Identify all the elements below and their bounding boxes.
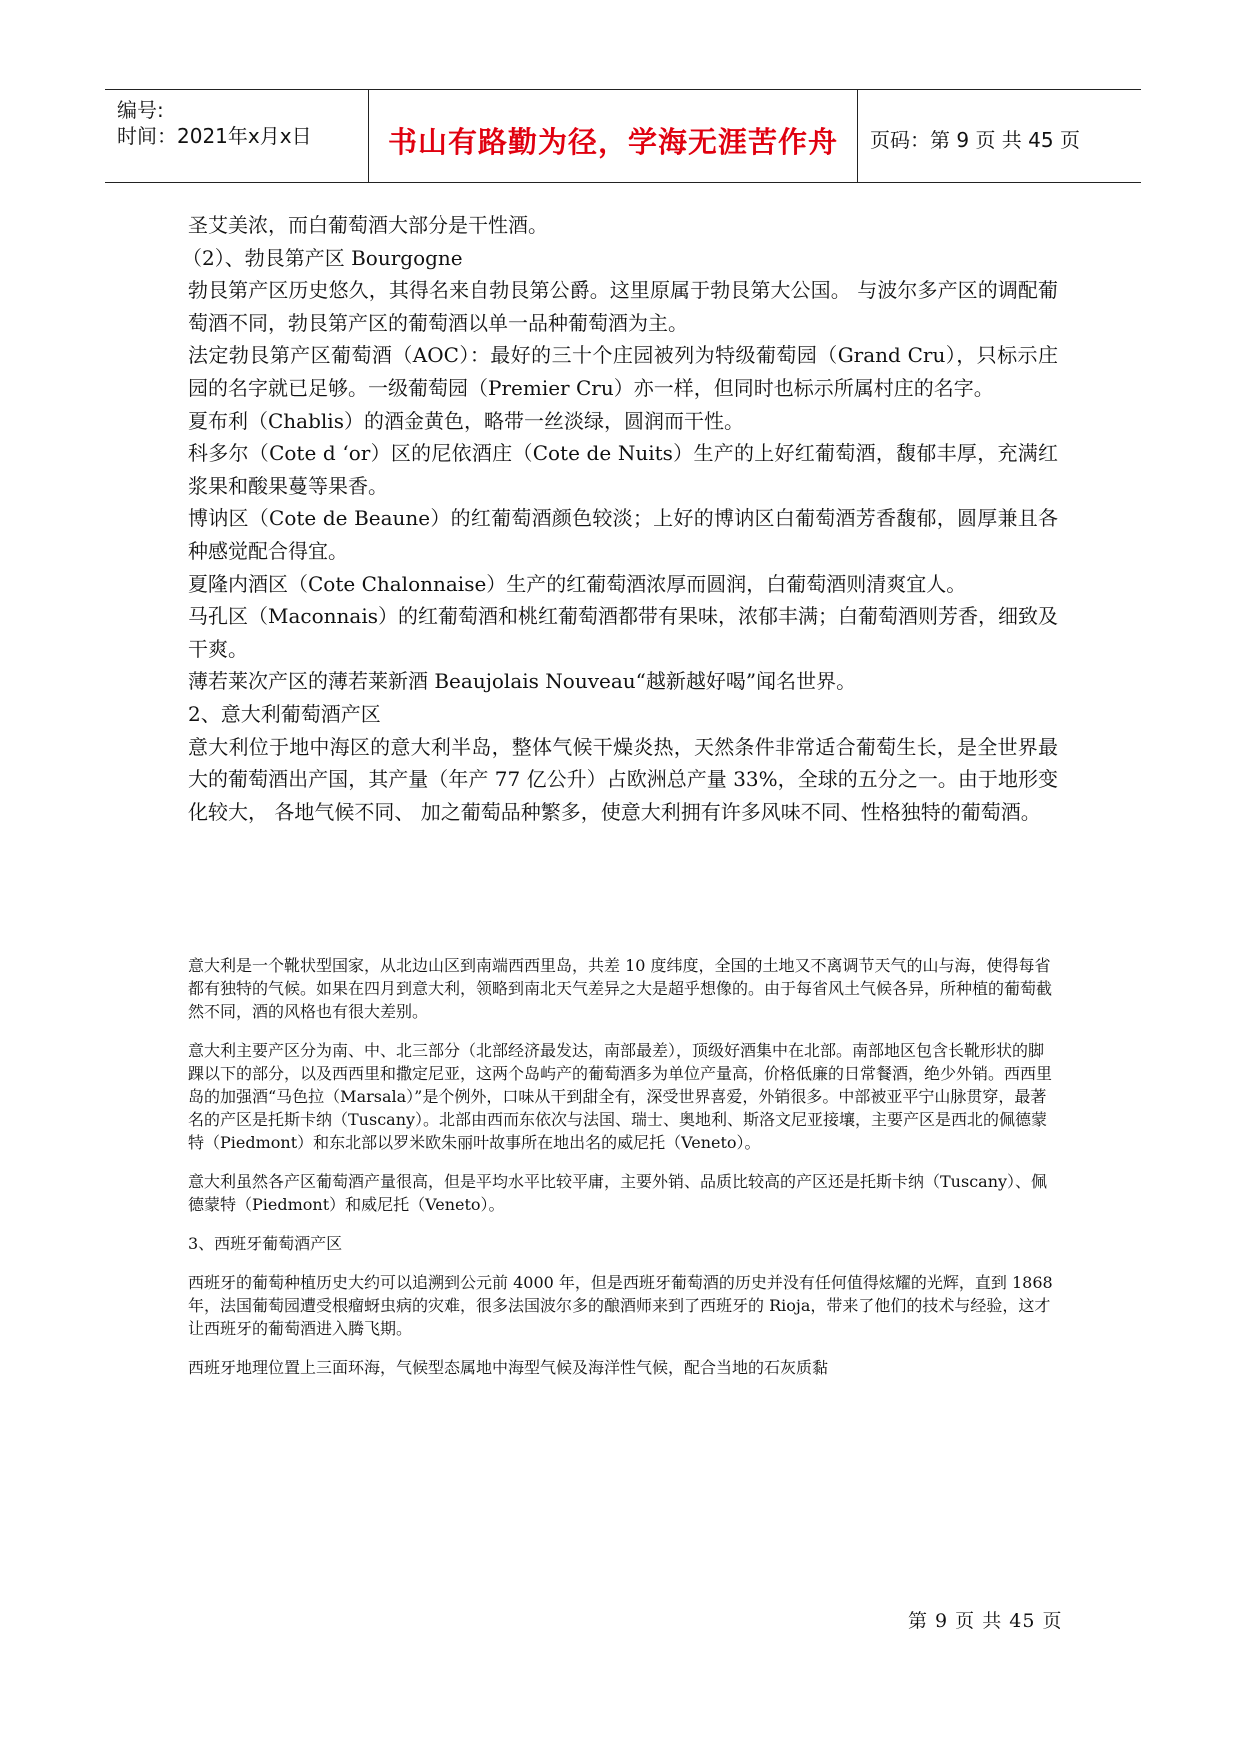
document-number-label: 编号: xyxy=(117,98,164,122)
header-right-cell xyxy=(858,90,1141,182)
header-page-label: 页码：第 9 页 共 45 页 xyxy=(870,128,1080,152)
document-time-label: 时间：2021年x月x日 xyxy=(117,124,312,148)
page-header xyxy=(105,89,1141,183)
body-text-bottom xyxy=(188,937,1058,1394)
paragraph: 科多尔（Cote d ‘or）区的尼依酒庄（Cote de Nuits）生产的上好红葡萄酒，馥郁丰厚，充满红浆果和酸果蔓等果香。 xyxy=(188,441,1058,498)
header-left-cell xyxy=(105,90,368,182)
paragraph: 夏布利（Chablis）的酒金黄色，略带一丝淡绿，圆润而干性。 xyxy=(188,408,744,433)
section-heading: （2）、勃艮第产区 Bourgogne xyxy=(182,245,463,270)
paragraph: 薄若莱次产区的薄若莱新酒 Beaujolais Nouveau“越新越好喝”闻名世界。 xyxy=(188,669,857,694)
paragraph: 勃艮第产区历史悠久，其得名来自勃艮第公爵。这里原属于勃艮第大公国。 与波尔多产区的调配葡萄酒不同，勃艮第产区的葡萄酒以单一品种葡萄酒为主。 xyxy=(188,278,1058,335)
paragraph: 意大利虽然各产区葡萄酒产量很高，但是平均水平比较平庸，主要外销、品质比较高的产区还是托斯卡纳（Tuscany）、佩德蒙特（Piedmont）和威尼托（Veneto）。 xyxy=(188,1172,1048,1214)
page-footer: 第 9 页 共 45 页 xyxy=(908,1610,1063,1632)
body-text-top xyxy=(182,209,1058,828)
paragraph: 意大利主要产区分为南、中、北三部分（北部经济最发达，南部最差），顶级好酒集中在北部。南部地区包含长靴形状的脚踝以下的部分，以及西西里和撒定尼亚，这两个岛屿产的葡萄酒多为单位产量高，价格低廉的日常餐酒，绝少外销。西西里岛的加强酒“马色拉（Marsala）”是个例外，口味从干到甜全有，深受世界喜爱，外销很多。中部被亚平宁山脉贯穿，最著名的产区是托斯卡纳（Tuscany）。北部由西而东依次与法国、瑞士、奥地利、斯洛文尼亚接壤，主要产区是西北的佩德蒙特（Piedmont）和东北部以罗米欧朱丽叶故事所在地出名的威尼托（Veneto）。 xyxy=(188,1041,1053,1152)
paragraph: 博讷区（Cote de Beaune）的红葡萄酒颜色较淡；上好的博讷区白葡萄酒芳香馥郁，圆厚兼且各种感觉配合得宜。 xyxy=(188,506,1058,563)
section-heading: 2、意大利葡萄酒产区 xyxy=(188,701,381,726)
paragraph: 意大利位于地中海区的意大利半岛，整体气候干燥炎热，天然条件非常适合葡萄生长，是全世界最大的葡萄酒出产国，其产量（年产 77 亿公升）占欧洲总产量 33%，全球的五分之一。由于地形变化较大， 各地气候不同、 加之葡萄品种繁多，使意大利拥有许多风味不同、性格独特的葡萄酒。 xyxy=(188,734,1058,824)
paragraph: 法定勃艮第产区葡萄酒（AOC）：最好的三十个庄园被列为特级葡萄园（Grand Cru），只标示庄园的名字就已足够。一级葡萄园（Premier Cru）亦一样，但同时也标示所属村庄的名字。 xyxy=(188,343,1058,400)
paragraph: 夏隆内酒区（Cote Chalonnaise）生产的红葡萄酒浓厚而圆润，白葡萄酒则清爽宜人。 xyxy=(188,571,967,596)
header-motto: 书山有路勤为径，学海无涯苦作舟 xyxy=(387,125,838,159)
paragraph: 圣艾美浓，而白葡萄酒大部分是干性酒。 xyxy=(188,213,548,237)
section-heading: 3、西班牙葡萄酒产区 xyxy=(188,1234,343,1253)
header-middle-cell xyxy=(368,90,858,182)
paragraph: 西班牙的葡萄种植历史大约可以追溯到公元前 4000 年，但是西班牙葡萄酒的历史并没有任何值得炫耀的光辉，直到 1868 年，法国葡萄园遭受根瘤蚜虫病的灾难，很多法国波尔多的酿酒师来到了西班牙的 Rioja，带来了他们的技术与经验，这才让西班牙的葡萄酒进入腾飞期。 xyxy=(188,1273,1053,1338)
paragraph: 西班牙地理位置上三面环海，气候型态属地中海型气候及海洋性气候，配合当地的石灰质黏 xyxy=(188,1358,829,1377)
paragraph: 意大利是一个靴状型国家，从北边山区到南端西西里岛，共差 10 度纬度，全国的土地又不离调节天气的山与海，使得每省都有独特的气候。如果在四月到意大利，领略到南北天气差异之大是超乎想像的。由于每省风土气候各异，所种植的葡萄截然不同，酒的风格也有很大差别。 xyxy=(188,956,1053,1021)
paragraph: 马孔区（Maconnais）的红葡萄酒和桃红葡萄酒都带有果味，浓郁丰满；白葡萄酒则芳香，细致及干爽。 xyxy=(188,604,1058,661)
